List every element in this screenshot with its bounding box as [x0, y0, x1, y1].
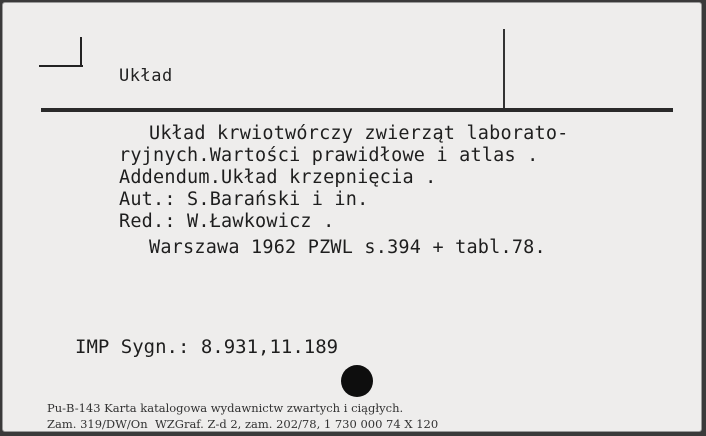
- heading-rule: [41, 108, 673, 112]
- form-footer-line-2: Zam. 319/DW/On WZGraf. Z-d 2, zam. 202/78, 1 730 000 74 X 120: [47, 417, 439, 431]
- header-divider: [503, 29, 505, 109]
- entry-line-editor: Red.: W.Ławkowicz .: [119, 211, 335, 232]
- card-heading: Układ: [119, 66, 173, 86]
- corner-mark-vertical: [80, 37, 82, 67]
- catalog-card: [2, 2, 702, 432]
- corner-mark-horizontal: [39, 65, 83, 67]
- entry-line-title: Układ krwiotwórczy zwierząt laborato-: [149, 123, 569, 144]
- call-number: IMP Sygn.: 8.931,11.189: [75, 336, 339, 358]
- entry-line-title-cont: ryjnych.Wartości prawidłowe i atlas .: [119, 145, 539, 166]
- entry-line-author: Aut.: S.Barański i in.: [119, 189, 369, 210]
- entry-line-imprint: Warszawa 1962 PZWL s.394 + tabl.78.: [149, 237, 546, 258]
- entry-line-addendum: Addendum.Układ krzepnięcia .: [119, 167, 437, 188]
- punch-hole: [341, 365, 373, 397]
- form-footer-line-1: Pu-B-143 Karta katalogowa wydawnictw zwartych i ciągłych.: [47, 401, 404, 415]
